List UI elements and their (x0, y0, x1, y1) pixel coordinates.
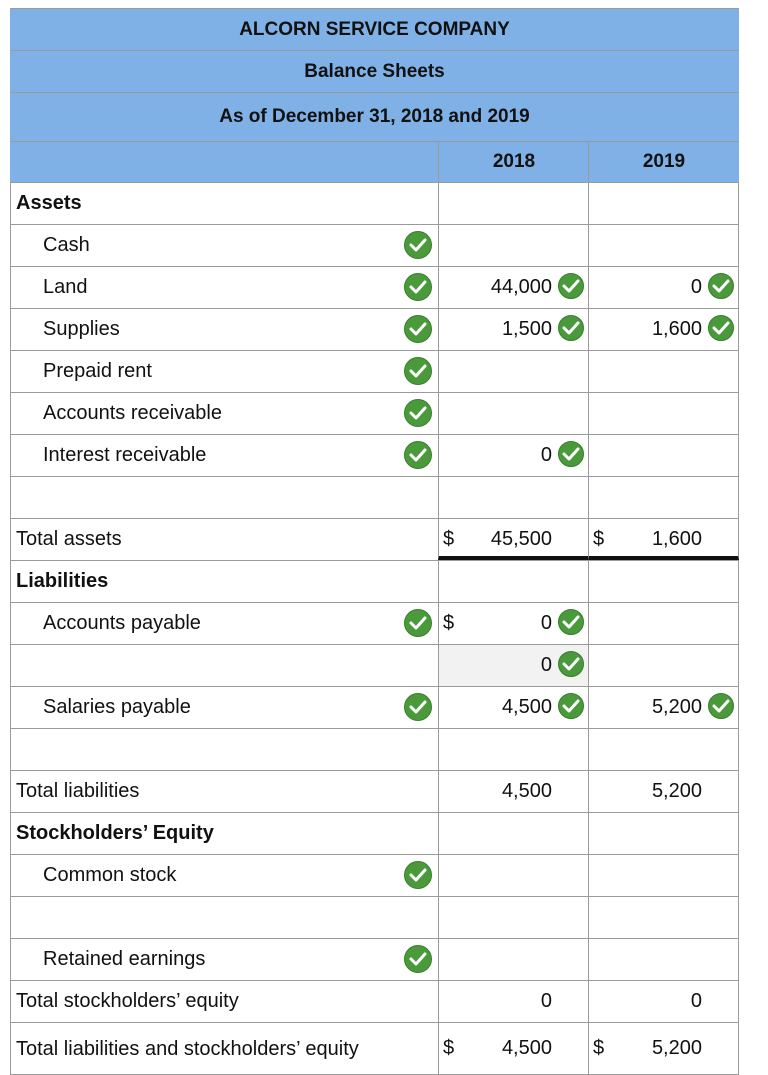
row-common-stock (10, 855, 739, 897)
total-assets-2018-cell (438, 519, 588, 560)
row-total-equity (10, 981, 739, 1023)
blank-liabilities-label-cell[interactable] (10, 645, 438, 686)
salaries-payable-2018-value: 4,500 (501, 696, 552, 718)
prepaid-rent-2019-input[interactable] (588, 351, 739, 392)
check-circle-icon (404, 273, 432, 301)
common-stock-2019-input[interactable] (588, 855, 739, 896)
dollar-sign: $ (443, 528, 455, 550)
company-title: ALCORN SERVICE COMPANY (10, 8, 739, 50)
total-assets-2019-value: 1,600 (651, 528, 702, 550)
column-header-row (10, 141, 739, 183)
land-label: Land (43, 276, 88, 298)
land-2018-input[interactable] (438, 267, 588, 308)
salaries-payable-2018-input[interactable] (438, 687, 588, 728)
check-circle-icon (558, 609, 584, 635)
total-le-2019-value: 5,200 (651, 1037, 702, 1059)
common-stock-label-cell[interactable] (10, 855, 438, 896)
row-retained-earnings (10, 939, 739, 981)
row-blank-liabilities (10, 645, 739, 687)
total-liabilities-2018-value: 4,500 (501, 780, 552, 802)
check-circle-icon (558, 315, 584, 341)
accounts-receivable-label: Accounts receivable (43, 402, 222, 424)
blank-liabilities-2018-value: 0 (540, 654, 552, 676)
period-title: As of December 31, 2018 and 2019 (10, 92, 739, 141)
total-le-2019-cell (588, 1023, 739, 1074)
blank-equity-2018-input[interactable] (438, 897, 588, 938)
total-assets-2019-cell (588, 519, 739, 560)
dollar-sign: $ (593, 1037, 605, 1059)
dollar-sign: $ (593, 528, 605, 550)
cash-label: Cash (43, 234, 90, 256)
dollar-sign: $ (443, 612, 455, 634)
row-accounts-payable (10, 603, 739, 645)
supplies-2019-value: 1,600 (651, 318, 702, 340)
statement-title: Balance Sheets (10, 50, 739, 92)
total-assets-2018-value: 45,500 (490, 528, 552, 550)
cash-2019-input[interactable] (588, 225, 739, 266)
row-blank-equity (10, 897, 739, 939)
check-circle-icon (404, 609, 432, 637)
retained-earnings-label: Retained earnings (43, 948, 206, 970)
check-circle-icon (708, 693, 734, 719)
accounts-payable-2019-input[interactable] (588, 603, 739, 644)
total-equity-label: Total stockholders’ equity (16, 990, 239, 1012)
row-total-assets (10, 519, 739, 561)
row-assets-header (10, 183, 739, 225)
row-interest-receivable (10, 435, 739, 477)
row-land (10, 267, 739, 309)
check-circle-icon (558, 441, 584, 467)
check-circle-icon (404, 693, 432, 721)
total-liabilities-2019-cell (588, 771, 739, 812)
accounts-payable-label-cell[interactable] (10, 603, 438, 644)
land-label-cell[interactable] (10, 267, 438, 308)
salaries-payable-label: Salaries payable (43, 696, 191, 718)
blank-liabilities-2-2019-input[interactable] (588, 729, 739, 770)
blank-assets-label-cell[interactable] (10, 477, 438, 518)
interest-receivable-label-cell[interactable] (10, 435, 438, 476)
row-salaries-payable (10, 687, 739, 729)
total-equity-2018-value: 0 (540, 990, 552, 1012)
cash-label-cell[interactable] (10, 225, 438, 266)
total-le-2018-value: 4,500 (501, 1037, 552, 1059)
total-equity-2019-value: 0 (690, 990, 702, 1012)
check-circle-icon (404, 399, 432, 427)
section-label-liabilities: Liabilities (16, 570, 109, 592)
common-stock-label: Common stock (43, 864, 177, 886)
land-2019-input[interactable] (588, 267, 739, 308)
cash-2018-input[interactable] (438, 225, 588, 266)
row-cash (10, 225, 739, 267)
row-equity-header (10, 813, 739, 855)
row-total-liabilities (10, 771, 739, 813)
check-circle-icon (708, 315, 734, 341)
row-accounts-receivable (10, 393, 739, 435)
check-circle-icon (404, 861, 432, 889)
check-circle-icon (558, 651, 584, 677)
row-total-liabilities-equity (10, 1023, 739, 1075)
check-circle-icon (558, 273, 584, 299)
blank-liabilities-2018-input[interactable] (438, 645, 588, 686)
row-supplies (10, 309, 739, 351)
row-blank-liabilities-2 (10, 729, 739, 771)
accounts-receivable-2018-input[interactable] (438, 393, 588, 434)
interest-receivable-2019-input[interactable] (588, 435, 739, 476)
total-equity-2018-cell (438, 981, 588, 1022)
section-label-equity: Stockholders’ Equity (16, 822, 214, 844)
salaries-payable-2019-input[interactable] (588, 687, 739, 728)
retained-earnings-2019-input[interactable] (588, 939, 739, 980)
supplies-2018-input[interactable] (438, 309, 588, 350)
column-2018: 2018 (438, 142, 589, 182)
supplies-label-cell[interactable] (10, 309, 438, 350)
row-liabilities-header (10, 561, 739, 603)
blank-equity-2019-input[interactable] (588, 897, 739, 938)
row-blank-assets (10, 477, 739, 519)
retained-earnings-label-cell[interactable] (10, 939, 438, 980)
column-2019: 2019 (588, 142, 739, 182)
check-circle-icon (708, 273, 734, 299)
check-circle-icon (558, 693, 584, 719)
salaries-payable-label-cell[interactable] (10, 687, 438, 728)
blank-assets-2019-input[interactable] (588, 477, 739, 518)
total-liabilities-2018-cell (438, 771, 588, 812)
land-2018-value: 44,000 (490, 276, 552, 298)
blank-assets-2018-input[interactable] (438, 477, 588, 518)
interest-receivable-2018-input[interactable] (438, 435, 588, 476)
check-circle-icon (404, 945, 432, 973)
prepaid-rent-2018-input[interactable] (438, 351, 588, 392)
interest-receivable-label: Interest receivable (43, 444, 207, 466)
common-stock-2018-input[interactable] (438, 855, 588, 896)
retained-earnings-2018-input[interactable] (438, 939, 588, 980)
blank-liabilities-2019-input[interactable] (588, 645, 739, 686)
prepaid-rent-label: Prepaid rent (43, 360, 152, 382)
total-liabilities-equity-label: Total liabilities and stockholders’ equity (16, 1037, 359, 1060)
prepaid-rent-label-cell[interactable] (10, 351, 438, 392)
land-2019-value: 0 (690, 276, 702, 298)
check-circle-icon (404, 357, 432, 385)
row-prepaid-rent (10, 351, 739, 393)
total-liabilities-2019-value: 5,200 (651, 780, 702, 802)
check-circle-icon (404, 231, 432, 259)
accounts-payable-2018-input[interactable] (438, 603, 588, 644)
total-assets-label: Total assets (16, 528, 122, 550)
blank-liabilities-2-label-cell[interactable] (10, 729, 438, 770)
supplies-2019-input[interactable] (588, 309, 739, 350)
supplies-2018-value: 1,500 (501, 318, 552, 340)
accounts-receivable-label-cell[interactable] (10, 393, 438, 434)
accounts-receivable-2019-input[interactable] (588, 393, 739, 434)
check-circle-icon (404, 441, 432, 469)
total-liabilities-label: Total liabilities (16, 780, 140, 802)
total-equity-2019-cell (588, 981, 739, 1022)
dollar-sign: $ (443, 1037, 455, 1059)
accounts-payable-2018-value: 0 (540, 612, 552, 634)
supplies-label: Supplies (43, 318, 120, 340)
accounts-payable-label: Accounts payable (43, 612, 201, 634)
blank-equity-label-cell[interactable] (10, 897, 438, 938)
section-label-assets: Assets (16, 192, 82, 214)
total-le-2018-cell (438, 1023, 588, 1074)
blank-liabilities-2-2018-input[interactable] (438, 729, 588, 770)
check-circle-icon (404, 315, 432, 343)
salaries-payable-2019-value: 5,200 (651, 696, 702, 718)
interest-receivable-2018-value: 0 (540, 444, 552, 466)
